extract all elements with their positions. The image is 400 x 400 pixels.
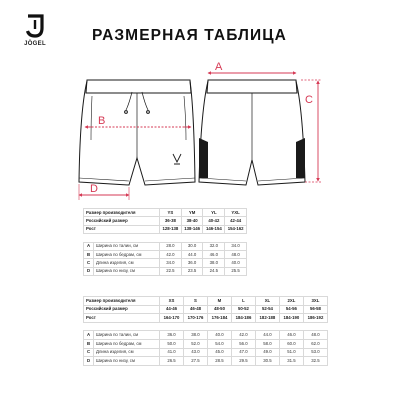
russian-size-value: 46-48 (184, 305, 208, 314)
shorts-front (79, 80, 195, 185)
measure-value: 24.5 (203, 267, 225, 275)
measure-value: 23.5 (181, 267, 203, 275)
measure-value: 52.0 (184, 339, 208, 348)
height-value: 164-170 (160, 314, 184, 323)
measure-value: 48.0 (225, 250, 247, 258)
measure-value: 49.0 (255, 348, 279, 357)
measure-letter: B (84, 250, 94, 258)
size-code: L (231, 297, 255, 306)
height-value: 154-162 (225, 225, 247, 233)
russian-size-value: 38-40 (181, 217, 203, 225)
measure-value: 53.0 (303, 348, 327, 357)
measure-label: Ширина по талии, см (94, 242, 160, 250)
russian-size-value: 44-46 (160, 305, 184, 314)
table-row-russian-size (84, 305, 328, 314)
measure-value: 28.5 (207, 357, 231, 366)
table-row (84, 348, 328, 357)
measure-value: 51.0 (279, 348, 303, 357)
measure-label: Длина изделия, см (94, 348, 160, 357)
measure-value: 34.0 (225, 242, 247, 250)
measure-label: Ширина по бедрам, см (94, 250, 160, 258)
measure-value: 44.0 (181, 250, 203, 258)
table-row-manufacturer-size (84, 209, 247, 217)
table-row-height (84, 225, 247, 233)
measure-label: Длина изделия, см (94, 259, 160, 267)
measure-value: 43.0 (184, 348, 208, 357)
table-row-russian-size (84, 217, 247, 225)
measure-value: 46.0 (279, 331, 303, 340)
measure-value: 50.0 (160, 339, 184, 348)
height-value: 176-184 (207, 314, 231, 323)
size-code: YXL (225, 209, 247, 217)
measure-value: 44.0 (255, 331, 279, 340)
table-row (84, 357, 328, 366)
measure-value: 42.0 (160, 250, 182, 258)
russian-size-value: 40-42 (203, 217, 225, 225)
height-value: 128-138 (160, 225, 182, 233)
height-value: 182-188 (255, 314, 279, 323)
russian-size-value: 48-50 (207, 305, 231, 314)
measure-value: 22.5 (160, 267, 182, 275)
size-code: YL (203, 209, 225, 217)
measure-value: 62.0 (303, 339, 327, 348)
measure-value: 38.0 (184, 331, 208, 340)
size-table-adult (83, 296, 328, 366)
header-height: Рост (84, 225, 160, 233)
measure-value: 41.0 (160, 348, 184, 357)
measure-value: 29.5 (231, 357, 255, 366)
height-value: 184-190 (279, 314, 303, 323)
height-value: 138-146 (181, 225, 203, 233)
back-waistband (207, 80, 297, 93)
russian-size-value: 54-56 (279, 305, 303, 314)
measure-letter: A (84, 242, 94, 250)
measure-value: 27.5 (184, 357, 208, 366)
table-row (84, 242, 247, 250)
russian-size-value: 52-54 (255, 305, 279, 314)
table-row-height (84, 314, 328, 323)
measure-letter: B (84, 339, 94, 348)
table-row (84, 250, 247, 258)
table-gap (84, 322, 328, 331)
height-value: 186-192 (303, 314, 327, 323)
measure-value: 47.0 (231, 348, 255, 357)
measure-value: 36.0 (160, 331, 184, 340)
measure-value: 40.0 (207, 331, 231, 340)
table-row (84, 339, 328, 348)
measure-label: Ширина по низу, см (94, 357, 160, 366)
russian-size-value: 50-52 (231, 305, 255, 314)
measure-value: 32.5 (303, 357, 327, 366)
measure-letter: D (84, 267, 94, 275)
measure-letter-a: A (215, 61, 223, 73)
measure-value: 54.0 (207, 339, 231, 348)
header-height: Рост (84, 314, 160, 323)
measure-value: 42.0 (231, 331, 255, 340)
table-row (84, 267, 247, 275)
measure-letter-b: B (98, 115, 106, 127)
measure-value: 36.0 (181, 259, 203, 267)
size-code: 2XL (279, 297, 303, 306)
measure-letter-d: D (90, 183, 98, 195)
measure-value: 45.0 (207, 348, 231, 357)
jogel-chest-logo-icon (173, 154, 181, 164)
measure-value: 28.0 (160, 242, 182, 250)
page-title: РАЗМЕРНАЯ ТАБЛИЦА (92, 27, 287, 44)
table-gap (84, 234, 247, 242)
size-code: XL (255, 297, 279, 306)
shorts-back (199, 80, 305, 185)
measure-letter: D (84, 357, 94, 366)
measure-value: 25.5 (225, 267, 247, 275)
measure-value: 30.0 (181, 242, 203, 250)
height-value: 184-186 (231, 314, 255, 323)
measure-letter-c: C (305, 94, 313, 106)
measure-value: 60.0 (279, 339, 303, 348)
size-code: M (207, 297, 231, 306)
measure-letter: A (84, 331, 94, 340)
table-row-manufacturer-size (84, 297, 328, 306)
measure-value: 58.0 (255, 339, 279, 348)
measure-value: 40.0 (225, 259, 247, 267)
measure-value: 34.0 (160, 259, 182, 267)
height-value: 170-176 (184, 314, 208, 323)
measure-value: 31.5 (279, 357, 303, 366)
measure-value: 48.0 (303, 331, 327, 340)
size-code: 3XL (303, 297, 327, 306)
header-manufacturer-size: Размер производителя (84, 297, 160, 306)
measure-label: Ширина по талии, см (94, 331, 160, 340)
russian-size-value: 56-58 (303, 305, 327, 314)
measure-label: Ширина по бедрам, см (94, 339, 160, 348)
measure-value: 30.5 (255, 357, 279, 366)
measure-value: 56.0 (231, 339, 255, 348)
size-code: XS (160, 297, 184, 306)
front-waistband (86, 80, 191, 93)
brand-logo-text: JÖGEL (24, 41, 46, 47)
russian-size-value: 42-44 (225, 217, 247, 225)
measure-value: 32.0 (203, 242, 225, 250)
size-code: YM (181, 209, 203, 217)
table-row (84, 259, 247, 267)
measure-label: Ширина по низу, см (94, 267, 160, 275)
header-manufacturer-size: Размер производителя (84, 209, 160, 217)
measure-value: 46.0 (203, 250, 225, 258)
table-row (84, 331, 328, 340)
measure-letter: C (84, 259, 94, 267)
measure-value: 38.0 (203, 259, 225, 267)
size-code: S (184, 297, 208, 306)
header-russian-size: Российский размер (84, 217, 160, 225)
height-value: 146-154 (203, 225, 225, 233)
size-table-junior (83, 208, 247, 276)
header-russian-size: Российский размер (84, 305, 160, 314)
measure-value: 26.5 (160, 357, 184, 366)
measure-letter: C (84, 348, 94, 357)
russian-size-value: 36-38 (160, 217, 182, 225)
size-code: YS (160, 209, 182, 217)
